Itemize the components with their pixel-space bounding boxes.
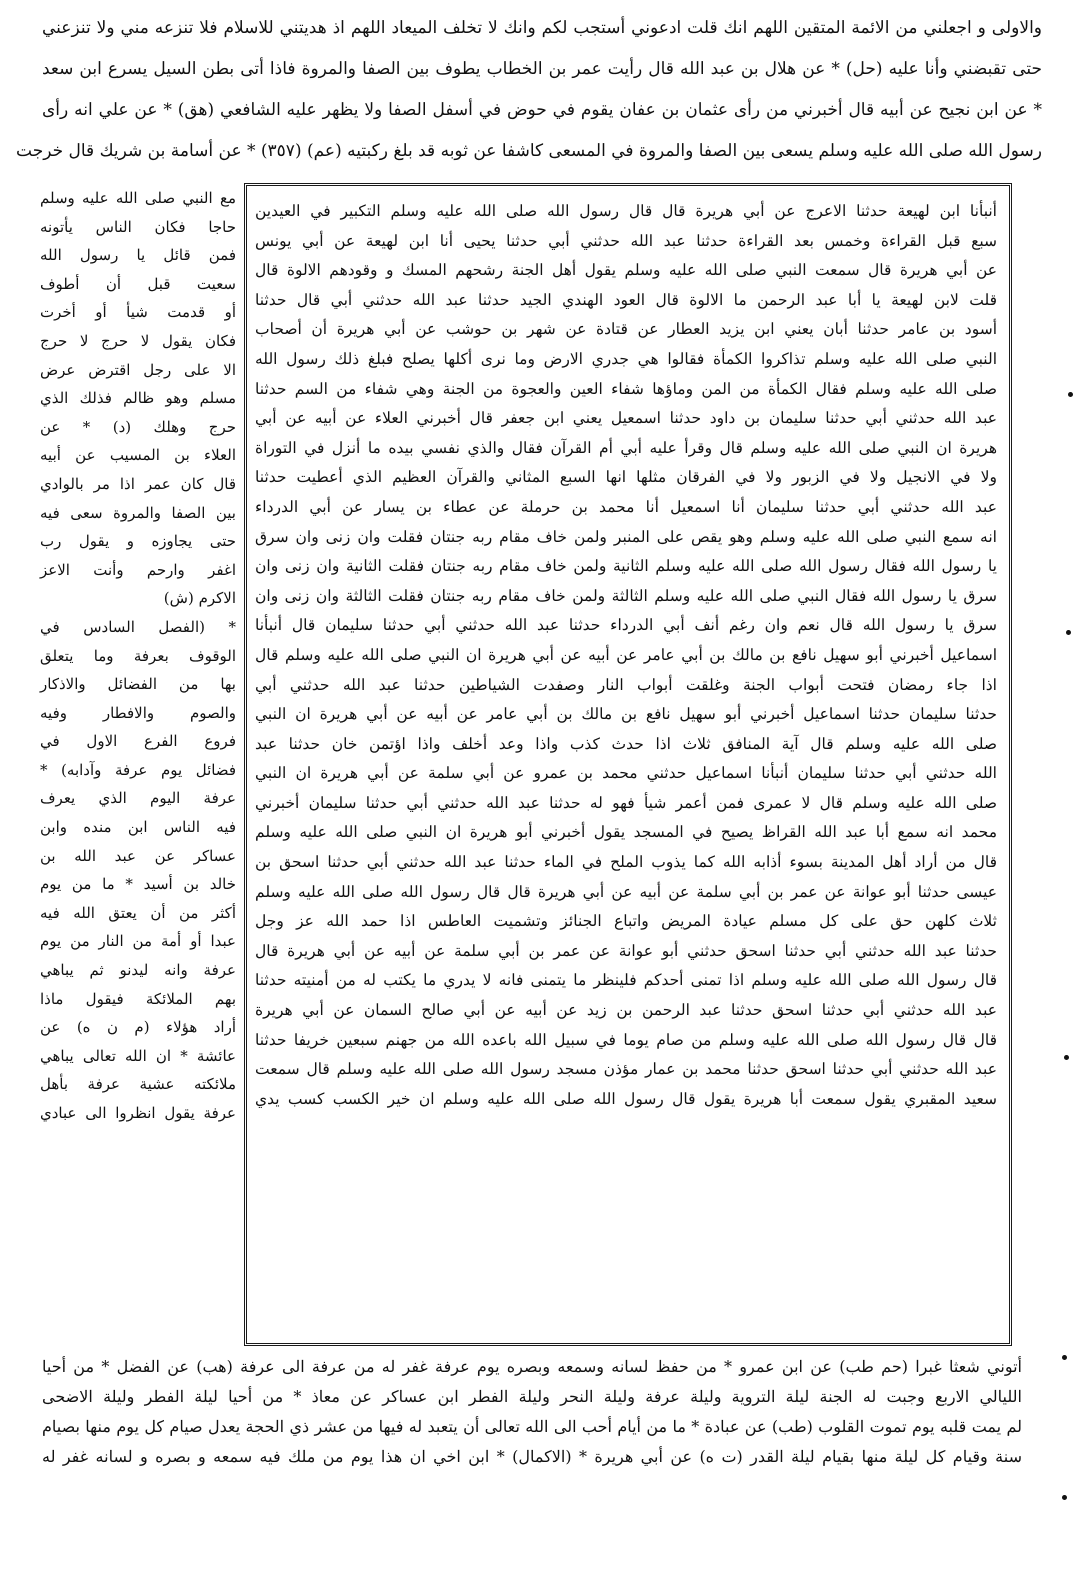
text-line: يا رسول الله فقال رسول الله صلى الله عليه وسلم الثانية ولمن خاف مقام ربه جنتان فقلت الثانية وان زنى وان: [255, 557, 997, 576]
text-line: أتوني شعثا غبرا (حم طب) عن ابن عمرو * من حفظ لسانه وسمعه وبصره يوم عرفة غفر له من عرفة الى عرفة (هب) عن الفضل * من أحيا: [42, 1357, 1022, 1376]
text-line: قال رسول الله صلى الله عليه وسلم اذا تمنى أحدكم فلينظر ما يتمنى فانه لا يدري ما يكتب له من أمنيته حدثنا: [255, 971, 997, 990]
text-line: العلاء بن المسيب عن أبيه: [40, 446, 236, 465]
scan-speck: [1062, 1355, 1067, 1360]
text-line: حدثنا عبد الله حدثني أبي حدثنا اسحق حدثني أبو عوانة عن عمر بن أبي سلمة عن أبيه عن أبي هريرة قال: [255, 941, 997, 960]
text-line: * عن ابن نجيح عن أبيه قال أخبرني من رأى عثمان بن عفان يقوم في حوض في أسفل الصفا ولا يظهر عليه الشافعي (هق) * عن علي انه رأى: [42, 100, 1042, 120]
main-text-block: [255, 197, 997, 1114]
text-line: أو قدمت شيأ أو أخرت: [40, 303, 236, 322]
text-line: لم يمت قلبه يوم تموت القلوب (طب) عن عبادة * ما من أيام أحب الى الله تعالى أن يتعبد له فيها من عشر ذي الحجة يعدل صيام كل يوم منها بصيام: [42, 1417, 1022, 1436]
text-line: حتى تقبضني وأنا عليه (حل) * عن هلال بن عبد الله قال رأيت عمر بن الخطاب يطوف بين الصفا والمروة فاذا أتى بطن السيل يسرع ابن سعد: [42, 59, 1042, 79]
text-line: هريرة ان النبي صلى الله عليه وسلم قال وقرأ عليه أبي أم القرآن فقال والذي نفسي بيده ما أنزل في التوراة: [255, 438, 997, 457]
text-line: فمن قائل يا رسول الله: [40, 246, 236, 265]
text-line: عبد الله حدثني أبي حدثنا سليمان أنا اسمعيل أنا محمد بن حرملة عن عطاء بن يسار عن أبي الدرداء: [255, 497, 997, 516]
text-line: انه سمع النبي صلى الله عليه وسلم وهو يقص على المنبر ولمن خاف مقام ربه جنتان فقلت وان زنى وان سرق: [255, 527, 997, 546]
text-line: ولا في الانجيل ولا في الزبور ولا في الفرقان مثلها انها السبع المثاني والقرآن العظيم الذي أعطيت حدثنا: [255, 468, 997, 487]
text-line: ملائكته عشية عرفة بأهل: [40, 1075, 236, 1094]
text-line: عساكر عن عبد الله بن: [40, 846, 236, 865]
text-line: عيسى حدثنا أبو عوانة عن عمر بن أبي سلمة عن أبيه عن أبي هريرة قال قال رسول الله صلى الله عليه وسلم: [255, 882, 997, 901]
text-line: سعيت قبل أن أطوف: [40, 274, 236, 293]
text-line: محمد انه سمع أبا عبد الله القراظ يصيح في المسجد يقول أخبرني أبو هريرة ان النبي صلى الله عليه وسلم: [255, 823, 997, 842]
text-line: صلى الله عليه وسلم فقال الكمأة من المن وماؤها شفاء العين والعجوة من الجنة وهي شفاء من السم حدثنا: [255, 379, 997, 398]
text-line: صلى الله عليه وسلم قال آية المنافق ثلاث اذا حدث كذب واذا وعد أخلف واذا اؤتمن خان حدثنا عبد: [255, 734, 997, 753]
text-line: عرفة اليوم الذي يعرف: [40, 789, 236, 808]
text-line: بهم الملائكة فيقول ماذا: [40, 989, 236, 1008]
text-line: الا على رجل اقترض عرض: [40, 360, 236, 379]
scan-speck: [1068, 392, 1073, 397]
text-line: قلت لابن لهيعة يا أبا عبد الرحمن ما الالوة قال العود الهندي الجيد حدثنا عبد الله حدثني أبي قال حدثنا: [255, 290, 997, 309]
scan-speck: [1066, 630, 1071, 635]
text-line: حتى يجاوزه و يقول رب: [40, 532, 236, 551]
text-line: مع النبي صلى الله عليه وسلم: [40, 189, 236, 207]
text-line: حرج وهلك (د) * عن: [40, 417, 236, 436]
text-line: قال من أراد أهل المدينة بسوء أذابه الله كما يذوب الملح في الماء حدثنا عبد الله حدثني أبي حدثنا اسحق بن: [255, 853, 997, 872]
text-line: عبدا أو أمة من النار من يوم: [40, 932, 236, 951]
text-line: عائشة * ان الله تعالى يباهي: [40, 1046, 236, 1065]
text-line: الله حدثني أبي حدثنا سليمان أنبأنا اسماعيل حدثني محمد بن عمرو عن أبي سلمة عن أبي هريرة ان النبي: [255, 764, 997, 783]
text-line: سعيد المقبري يقول سمعت أبا هريرة يقول قال رسول الله صلى الله عليه وسلم ان خير الكسب كسب يدي: [255, 1089, 997, 1108]
text-line: سنة وقيام كل ليلة منها بقيام ليلة القدر (ت ه) عن أبي هريرة * (الاكمال) * ابن اخي ان هذا يوم من ملك فيه سمعه و بصره و لسانه غفر له: [42, 1447, 1022, 1466]
text-line: فيه الناس ابن منده وابن: [40, 818, 236, 837]
text-line: ثلاث كلهن حق على كل مسلم عيادة المريض واتباع الجنائز وتشميت العاطس اذا حمد الله عز وجل: [255, 912, 997, 931]
text-line: اسماعيل أخبرني أبو سهيل نافع بن مالك بن أبي عامر عن أبيه عن أبي هريرة ان النبي صلى الله عليه وسلم قال: [255, 645, 997, 664]
text-line: أنبأنا ابن لهيعة حدثنا الاعرج عن أبي هريرة قال قال رسول الله صلى الله عليه وسلم التكبير في العيدين: [255, 202, 997, 220]
scan-speck: [1064, 1055, 1069, 1060]
text-line: فضائل يوم عرفة وآدابه) *: [40, 760, 236, 779]
text-line: عن أبي هريرة قال سمعت النبي صلى الله عليه وسلم يقول أهل الجنة رشحهم المسك و وقودهم الالوة قال: [255, 261, 997, 280]
text-line: سرق يا رسول الله قال نعم وان رغم أنف أبي الدرداء حدثنا عبد الله حدثني أبي حدثنا سليمان قال أنبأنا: [255, 616, 997, 635]
text-line: سبع قبل القراءة وخمس بعد القراءة حدثنا عبد الله حدثني أبي حدثنا يحيى أنا ابن لهيعة عن أبي يونس: [255, 231, 997, 250]
text-line: عبد الله حدثني أبي حدثنا اسحق حدثنا محمد بن عمار مؤذن مسجد رسول الله صلى الله عليه وسلم قال سمعت: [255, 1060, 997, 1079]
top-text-block: [16, 8, 1042, 172]
text-line: قال قال رسول الله صلى الله عليه وسلم من صام يوما في سبيل الله باعده الله من جهنم سبعين خريفا حدثنا: [255, 1030, 997, 1049]
text-line: النبي صلى الله عليه وسلم تذاكروا الكمأة فقالوا هي جدري الارض وما نرى أكلها يصلح فبلغ ذلك رسول الله: [255, 349, 997, 368]
text-line: عرفة يقول انظروا الى عبادي: [40, 1104, 236, 1122]
text-line: بين الصفا والمروة سعى فيه: [40, 503, 236, 522]
text-line: عرفة وانه ليدنو ثم يباهي: [40, 961, 236, 980]
text-line: الوقوف بعرفة وما يتعلق: [40, 646, 236, 665]
margin-text-block: [40, 184, 236, 1128]
text-line: أسود بن عامر حدثنا أبان يعني ابن يزيد العطار عن قتادة عن شهر بن حوشب عن أبي هريرة أن أصحاب: [255, 320, 997, 339]
text-line: قال كان عمر اذا مر بالوادي: [40, 474, 236, 493]
bottom-text-block: [42, 1352, 1022, 1472]
text-line: فكان يقول لا حرج لا حرج: [40, 331, 236, 350]
text-line: فروع الفرع الاول في: [40, 732, 236, 751]
text-line: الليالي الاربع وجبت له الجنة ليلة التروية وليلة عرفة وليلة النحر وليلة الفطر ابن عساكر عن معاذ * من أحيا ليلة الفطر وليلة الاضحى: [42, 1387, 1022, 1406]
text-line: أكثر من أن يعتق الله فيه: [40, 903, 236, 922]
text-line: سرق يا رسول الله فقال النبي صلى الله عليه وسلم الثالثة ولمن خاف مقام ربه جنتان فقلت الثالثة وان زنى وان: [255, 586, 997, 605]
text-line: مسلم وهو ظالم فذلك الذي: [40, 389, 236, 408]
text-line: والصوم والافطار وفيه: [40, 703, 236, 722]
scan-speck: [1062, 1495, 1067, 1500]
text-line: والاولى و اجعلني من الائمة المتقين اللهم انك قلت ادعوني أستجب لكم وانك لا تخلف الميعاد اللهم اذ هديتني للاسلام فلا تنزعه مني ولا تنزعني: [42, 18, 1042, 38]
text-line: * (الفصل السادس في: [40, 617, 236, 636]
text-line: بها من الفضائل والاذكار: [40, 675, 236, 694]
text-line: اذا جاء رمضان فتحت أبواب الجنة وغلقت أبواب النار وصفدت الشياطين حدثنا عبد الله حدثني أبي: [255, 675, 997, 694]
text-line: حاجا فكان الناس يأتونه: [40, 217, 236, 236]
text-line: اغفر وارحم وأنت الاعز: [40, 560, 236, 579]
text-line: صلى الله عليه وسلم قال لا عمرى فمن أعمر شيأ فهو له حدثنا عبد الله حدثني أبي حدثنا سليمان أخبرني: [255, 793, 997, 812]
text-line: خالد بن أسيد * ما من يوم: [40, 875, 236, 894]
text-line: أراد هؤلاء (م ن ه) عن: [40, 1018, 236, 1037]
text-line: عبد الله حدثني أبي حدثنا سليمان بن داود حدثنا اسمعيل يعني ابن جعفر قال أخبرني العلاء عن أبيه عن أبي: [255, 409, 997, 428]
text-line: عبد الله حدثني أبي حدثنا اسحق حدثنا عبد الرحمن بن زيد عن أبيه عن أبي صالح السمان عن أبي هريرة: [255, 1001, 997, 1020]
text-line: الاكرم (ش): [163, 589, 236, 608]
text-line: رسول الله صلى الله عليه وسلم يسعى بين الصفا والمروة في المسعى كاشفا عن ثوبه قد بلغ ركبتيه (عم) (٣٥٧) * عن أسامة بن شريك قال خرجت: [16, 141, 1042, 161]
text-line: حدثنا سليمان حدثنا اسماعيل أخبرني أبو سهيل نافع بن مالك بن أبي عامر عن أبيه عن أبي هريرة ان النبي: [255, 705, 997, 724]
